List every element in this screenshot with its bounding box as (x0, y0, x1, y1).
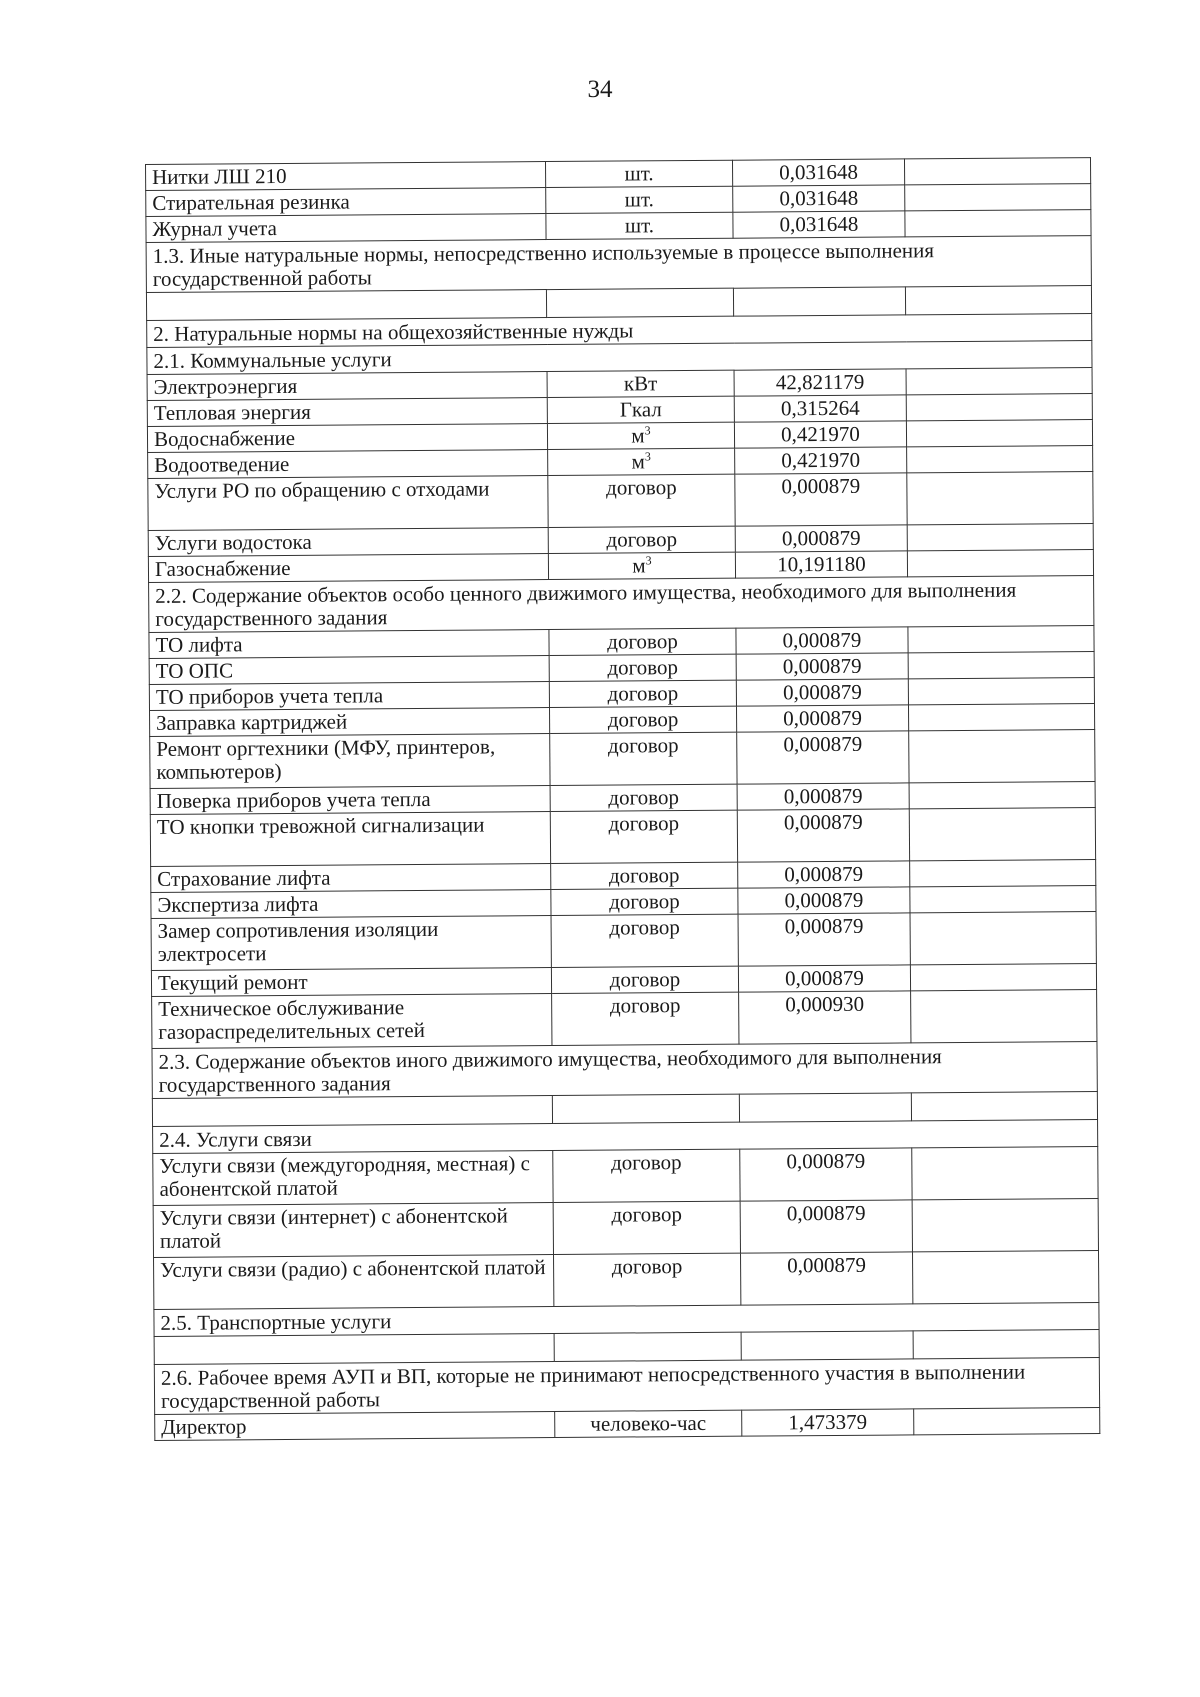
table-row (153, 1199, 1098, 1258)
empty-cell (733, 287, 905, 316)
item-name: ТО ОПС (149, 656, 549, 685)
unit-text: договор (607, 733, 679, 758)
item-extra-cell (914, 1408, 1100, 1435)
item-value: 0,000879 (738, 887, 910, 914)
item-extra-cell (912, 1251, 1098, 1304)
item-value: 0,000879 (736, 653, 908, 680)
item-value: 0,000879 (735, 473, 907, 526)
item-unit (548, 448, 735, 475)
item-value: 0,421970 (735, 447, 907, 474)
item-value: 0,000879 (736, 627, 908, 654)
section-title: 2.1. Коммунальные услуги (147, 341, 1092, 375)
unit-text: шт. (624, 187, 654, 212)
unit-text: м (631, 449, 645, 474)
item-unit (549, 680, 736, 707)
item-extra-cell (910, 886, 1096, 913)
item-extra-cell (909, 808, 1095, 861)
table-row (151, 912, 1096, 971)
item-name: Тепловая энергия (147, 398, 547, 427)
item-name: Техническое обслуживание газораспределительных сетей (152, 994, 552, 1049)
item-unit (548, 474, 735, 527)
item-name: ТО лифта (149, 630, 549, 659)
empty-cell (552, 1094, 739, 1123)
unit-text: договор (609, 967, 681, 992)
table-row (150, 730, 1095, 789)
item-name: Журнал учета (146, 214, 546, 243)
item-name: Экспертиза лифта (151, 890, 551, 919)
unit-text: договор (606, 475, 677, 500)
item-unit (550, 810, 737, 863)
item-name: Услуги водостока (148, 528, 548, 557)
empty-cell (911, 1092, 1097, 1121)
item-extra-cell (911, 990, 1097, 1043)
unit-text: человеко-час (590, 1410, 707, 1436)
item-value: 0,031648 (733, 185, 905, 212)
section-header-row (152, 1042, 1097, 1099)
item-name: Стирательная резинка (146, 188, 546, 217)
item-value: 0,000879 (737, 731, 909, 784)
item-unit (551, 888, 738, 915)
section-title: 2.5. Транспортные услуги (154, 1303, 1099, 1337)
item-name: Директор (155, 1412, 555, 1441)
section-header-row (149, 576, 1094, 633)
table-row (155, 1408, 1100, 1441)
unit-text: договор (610, 1150, 682, 1175)
item-extra-cell (906, 368, 1092, 395)
item-name: Страхование лифта (151, 864, 551, 893)
item-unit (545, 160, 732, 187)
item-name: ТО приборов учета тепла (149, 682, 549, 711)
section-header-row (154, 1358, 1099, 1415)
item-unit (555, 1410, 742, 1437)
item-name: Водоснабжение (147, 424, 547, 453)
item-unit (548, 526, 735, 553)
item-extra-cell (908, 678, 1094, 705)
unit-superscript: 3 (645, 553, 652, 568)
item-value: 0,000879 (738, 861, 910, 888)
item-name: Услуги связи (междугородняя, местная) с абонентской платой (153, 1151, 553, 1206)
item-unit (549, 706, 736, 733)
unit-text: договор (606, 527, 678, 552)
unit-text: договор (607, 681, 679, 706)
item-name: Водоотведение (148, 450, 548, 479)
table-row (153, 1147, 1098, 1206)
item-value: 0,031648 (733, 211, 905, 238)
section-title: 2.2. Содержание объектов особо ценного движимого имущества, необходимого для выполнения государственного задания (149, 576, 1094, 633)
unit-superscript: 3 (644, 423, 651, 438)
item-extra-cell (906, 394, 1092, 421)
item-value: 0,000879 (740, 1252, 912, 1305)
item-extra-cell (907, 472, 1093, 525)
item-extra-cell (912, 1147, 1098, 1200)
item-name: Газоснабжение (148, 554, 548, 583)
item-name: Поверка приборов учета тепла (150, 786, 550, 815)
item-unit (551, 862, 738, 889)
item-extra-cell (910, 912, 1096, 965)
unit-text: шт. (624, 213, 655, 238)
item-name: Услуги связи (интернет) с абонентской платой (153, 1203, 553, 1258)
unit-text: договор (608, 811, 680, 836)
item-value: 0,000930 (739, 991, 911, 1044)
item-unit (554, 1253, 741, 1306)
table-row (154, 1251, 1099, 1310)
empty-cell (154, 1334, 554, 1365)
item-name: Текущий ремонт (151, 968, 551, 997)
page-number: 34 (587, 76, 613, 103)
item-extra-cell (907, 446, 1093, 473)
item-name: ТО кнопки тревожной сигнализации (150, 812, 550, 867)
item-extra-cell (905, 184, 1091, 211)
unit-text: договор (611, 1254, 683, 1279)
item-unit (551, 966, 738, 993)
item-value: 10,191180 (735, 551, 907, 578)
table-row (148, 472, 1093, 531)
item-extra-cell (907, 550, 1093, 577)
section-header-row (146, 236, 1091, 293)
item-extra-cell (909, 730, 1095, 783)
section-title: 2.3. Содержание объектов иного движимого имущества, необходимого для выполнения государственного задания (152, 1042, 1097, 1099)
empty-cell (554, 1332, 741, 1361)
item-unit (549, 628, 736, 655)
table-row (152, 990, 1097, 1049)
item-unit (546, 186, 733, 213)
empty-cell (741, 1331, 913, 1360)
item-name: Услуги связи (радио) с абонентской платой (154, 1255, 554, 1310)
empty-cell (739, 1093, 911, 1122)
item-unit (550, 784, 737, 811)
item-value: 0,000879 (737, 783, 909, 810)
item-value: 0,000879 (738, 913, 910, 966)
section-title: 2.6. Рабочее время АУП и ВП, которые не принимают непосредственного участия в выполнении государственной работы (154, 1358, 1099, 1415)
item-value: 0,000879 (737, 809, 909, 862)
item-unit (548, 552, 735, 579)
unit-text: договор (607, 707, 679, 732)
section-title: 2.4. Услуги связи (153, 1120, 1098, 1154)
item-value: 0,315264 (734, 395, 906, 422)
item-extra-cell (907, 524, 1093, 551)
item-unit (547, 396, 734, 423)
item-value: 0,000879 (736, 705, 908, 732)
item-extra-cell (908, 626, 1094, 653)
item-value: 1,473379 (742, 1409, 914, 1436)
table-row (150, 808, 1095, 867)
item-unit (547, 370, 734, 397)
item-name: Замер сопротивления изоляции электросети (151, 916, 551, 971)
empty-cell (913, 1330, 1099, 1359)
unit-text: м (631, 423, 645, 448)
item-extra-cell (905, 210, 1091, 237)
item-unit (551, 914, 738, 967)
item-unit (553, 1149, 740, 1202)
item-name: Услуги РО по обращению с отходами (148, 476, 548, 531)
unit-text: договор (609, 993, 681, 1018)
item-extra-cell (908, 704, 1094, 731)
item-value: 0,000879 (735, 525, 907, 552)
unit-text: договор (608, 863, 680, 888)
unit-text: договор (611, 1202, 683, 1227)
unit-text: договор (609, 889, 680, 914)
item-extra-cell (906, 420, 1092, 447)
item-value: 0,031648 (732, 159, 904, 186)
item-unit (550, 732, 737, 785)
item-value: 0,421970 (734, 421, 906, 448)
norms-table-body (146, 158, 1100, 1441)
item-value: 42,821179 (734, 369, 906, 396)
section-title: 2. Натуральные нормы на общехозяйственные нужды (147, 314, 1092, 348)
unit-text: договор (608, 785, 680, 810)
unit-text: шт. (624, 161, 654, 186)
item-extra-cell (904, 158, 1090, 185)
unit-text: Гкал (619, 397, 662, 422)
item-name: Заправка картриджей (150, 708, 550, 737)
unit-text: м (632, 553, 646, 578)
item-value: 0,000879 (740, 1200, 912, 1253)
section-title: 1.3. Иные натуральные нормы, непосредственно используемые в процессе выполнения государственной работы (146, 236, 1091, 293)
item-unit (553, 1201, 740, 1254)
unit-text: договор (609, 915, 680, 940)
empty-cell (905, 286, 1091, 315)
item-value: 0,000879 (736, 679, 908, 706)
item-unit (552, 992, 739, 1045)
item-value: 0,000879 (740, 1148, 912, 1201)
unit-text: договор (607, 629, 678, 654)
item-extra-cell (910, 860, 1096, 887)
unit-superscript: 3 (644, 449, 651, 464)
item-name: Ремонт оргтехники (МФУ, принтеров, компьютеров) (150, 734, 550, 789)
item-extra-cell (912, 1199, 1098, 1252)
item-unit (547, 422, 734, 449)
empty-cell (546, 288, 733, 317)
empty-cell (146, 290, 546, 321)
item-name: Нитки ЛШ 210 (146, 162, 546, 191)
unit-text: кВт (623, 371, 658, 396)
norms-table (145, 157, 1100, 1441)
unit-text: договор (607, 655, 679, 680)
item-name: Электроэнергия (147, 372, 547, 401)
item-extra-cell (908, 652, 1094, 679)
item-unit (549, 654, 736, 681)
empty-cell (152, 1096, 552, 1127)
item-value: 0,000879 (738, 965, 910, 992)
item-unit (546, 212, 733, 239)
item-extra-cell (910, 964, 1096, 991)
item-extra-cell (909, 782, 1095, 809)
